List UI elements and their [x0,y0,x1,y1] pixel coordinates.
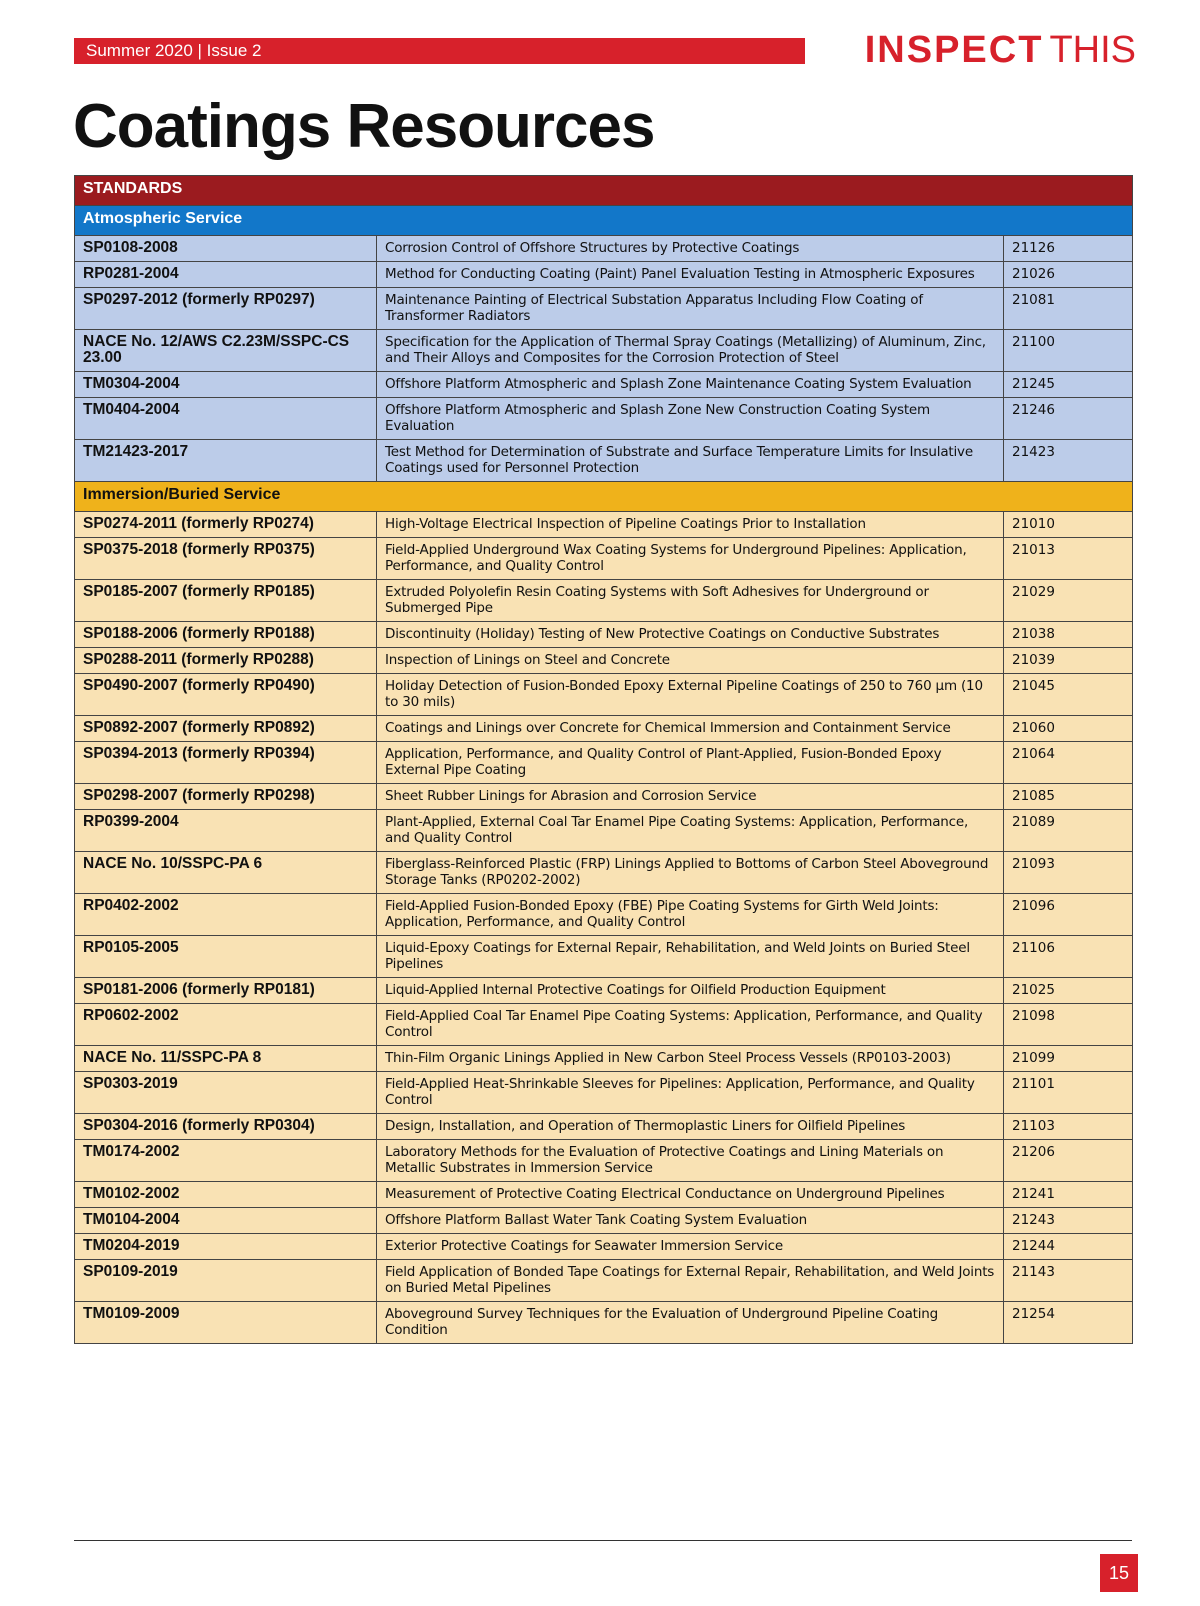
standard-title: Offshore Platform Ballast Water Tank Coating System Evaluation [377,1208,1004,1234]
standard-title: Laboratory Methods for the Evaluation of Protective Coatings and Lining Materials on Metallic Substrates in Immersion Service [377,1140,1004,1182]
atmospheric-section-row [75,206,1133,236]
table-row [75,398,1133,440]
standard-code: TM21423-2017 [75,440,377,482]
page-number: 15 [1100,1554,1138,1592]
standard-title: Discontinuity (Holiday) Testing of New Protective Coatings on Conductive Substrates [377,622,1004,648]
table-row [75,648,1133,674]
table-row [75,894,1133,936]
table-row [75,262,1133,288]
product-number: 21143 [1004,1260,1133,1302]
standard-title: Maintenance Painting of Electrical Substation Apparatus Including Flow Coating of Transformer Radiators [377,288,1004,330]
standard-code: SP0297-2012 (formerly RP0297) [75,288,377,330]
table-row [75,1140,1133,1182]
table-row [75,1072,1133,1114]
table-row [75,512,1133,538]
standard-title: Fiberglass-Reinforced Plastic (FRP) Linings Applied to Bottoms of Carbon Steel Aboveground Storage Tanks (RP0202-2002) [377,852,1004,894]
product-number: 21013 [1004,538,1133,580]
table-row [75,236,1133,262]
table-row [75,1302,1133,1344]
product-number: 21126 [1004,236,1133,262]
table-row [75,1046,1133,1072]
standard-code: TM0304-2004 [75,372,377,398]
standard-code: SP0188-2006 (formerly RP0188) [75,622,377,648]
table-row [75,742,1133,784]
product-number: 21206 [1004,1140,1133,1182]
standard-code: SP0181-2006 (formerly RP0181) [75,978,377,1004]
issue-banner [74,38,805,64]
standard-title: Thin-Film Organic Linings Applied in New Carbon Steel Process Vessels (RP0103-2003) [377,1046,1004,1072]
standard-code: SP0490-2007 (formerly RP0490) [75,674,377,716]
product-number: 21026 [1004,262,1133,288]
brand-logo [865,30,1136,70]
immersion-section-header: Immersion/Buried Service [75,482,1133,512]
product-number: 21093 [1004,852,1133,894]
standard-title: Application, Performance, and Quality Control of Plant-Applied, Fusion-Bonded Epoxy External Pipe Coating [377,742,1004,784]
standards-table-body [75,176,1133,1344]
standard-code: RP0399-2004 [75,810,377,852]
table-row [75,852,1133,894]
product-number: 21103 [1004,1114,1133,1140]
standard-code: NACE No. 10/SSPC-PA 6 [75,852,377,894]
standard-title: Sheet Rubber Linings for Abrasion and Corrosion Service [377,784,1004,810]
standard-code: TM0109-2009 [75,1302,377,1344]
table-row [75,784,1133,810]
table-row [75,330,1133,372]
standard-title: Aboveground Survey Techniques for the Evaluation of Underground Pipeline Coating Condition [377,1302,1004,1344]
product-number: 21060 [1004,716,1133,742]
table-row [75,1260,1133,1302]
brand-inspect: INSPECT [864,29,1044,71]
table-row [75,1004,1133,1046]
product-number: 21246 [1004,398,1133,440]
product-number: 21241 [1004,1182,1133,1208]
atmospheric-section-header: Atmospheric Service [75,206,1133,236]
product-number: 21038 [1004,622,1133,648]
product-number: 21064 [1004,742,1133,784]
standard-code: RP0402-2002 [75,894,377,936]
table-row [75,1114,1133,1140]
product-number: 21029 [1004,580,1133,622]
table-row [75,1182,1133,1208]
standard-code: NACE No. 11/SSPC-PA 8 [75,1046,377,1072]
standard-code: TM0204-2019 [75,1234,377,1260]
standard-title: Offshore Platform Atmospheric and Splash Zone Maintenance Coating System Evaluation [377,372,1004,398]
standard-title: Liquid-Epoxy Coatings for External Repair, Rehabilitation, and Weld Joints on Buried Steel Pipelines [377,936,1004,978]
standard-title: Design, Installation, and Operation of Thermoplastic Liners for Oilfield Pipelines [377,1114,1004,1140]
standard-title: Field-Applied Heat-Shrinkable Sleeves for Pipelines: Application, Performance, and Quality Control [377,1072,1004,1114]
standard-code: SP0109-2019 [75,1260,377,1302]
standard-title: Field-Applied Underground Wax Coating Systems for Underground Pipelines: Application, Performance, and Quality Control [377,538,1004,580]
issue-label: Summer 2020 | Issue 2 [86,41,262,60]
product-number: 21423 [1004,440,1133,482]
standard-code: SP0304-2016 (formerly RP0304) [75,1114,377,1140]
footer-divider [74,1540,1132,1541]
product-number: 21039 [1004,648,1133,674]
standard-code: TM0102-2002 [75,1182,377,1208]
standard-title: Corrosion Control of Offshore Structures by Protective Coatings [377,236,1004,262]
product-number: 21025 [1004,978,1133,1004]
product-number: 21098 [1004,1004,1133,1046]
standards-header-row [75,176,1133,206]
table-row [75,978,1133,1004]
product-number: 21045 [1004,674,1133,716]
standard-code: SP0375-2018 (formerly RP0375) [75,538,377,580]
standard-title: Coatings and Linings over Concrete for Chemical Immersion and Containment Service [377,716,1004,742]
product-number: 21100 [1004,330,1133,372]
product-number: 21244 [1004,1234,1133,1260]
product-number: 21245 [1004,372,1133,398]
standard-code: RP0281-2004 [75,262,377,288]
table-row [75,538,1133,580]
standard-title: Measurement of Protective Coating Electrical Conductance on Underground Pipelines [377,1182,1004,1208]
standard-code: RP0105-2005 [75,936,377,978]
product-number: 21010 [1004,512,1133,538]
product-number: 21081 [1004,288,1133,330]
brand-this: THIS [1049,29,1136,71]
standard-title: Field-Applied Fusion-Bonded Epoxy (FBE) Pipe Coating Systems for Girth Weld Joints: Application, Performance, and Quality Control [377,894,1004,936]
standard-title: Test Method for Determination of Substrate and Surface Temperature Limits for Insulative Coatings used for Personnel Protection [377,440,1004,482]
standard-code: NACE No. 12/AWS C2.23M/SSPC-CS 23.00 [75,330,377,372]
standard-title: High-Voltage Electrical Inspection of Pipeline Coatings Prior to Installation [377,512,1004,538]
table-row [75,372,1133,398]
product-number: 21254 [1004,1302,1133,1344]
standard-code: SP0303-2019 [75,1072,377,1114]
table-row [75,810,1133,852]
standard-title: Field-Applied Coal Tar Enamel Pipe Coating Systems: Application, Performance, and Quality Control [377,1004,1004,1046]
standard-code: SP0274-2011 (formerly RP0274) [75,512,377,538]
standard-title: Specification for the Application of Thermal Spray Coatings (Metallizing) of Aluminum, Zinc, and Their Alloys and Composites for the Corrosion Protection of Steel [377,330,1004,372]
table-row [75,580,1133,622]
product-number: 21089 [1004,810,1133,852]
standard-title: Plant-Applied, External Coal Tar Enamel Pipe Coating Systems: Application, Performance, and Quality Control [377,810,1004,852]
table-row [75,674,1133,716]
product-number: 21101 [1004,1072,1133,1114]
product-number: 21096 [1004,894,1133,936]
table-row [75,716,1133,742]
standard-code: SP0394-2013 (formerly RP0394) [75,742,377,784]
table-row [75,936,1133,978]
standard-code: RP0602-2002 [75,1004,377,1046]
page-title: Coatings Resources [73,92,655,161]
standard-code: SP0288-2011 (formerly RP0288) [75,648,377,674]
standard-code: SP0298-2007 (formerly RP0298) [75,784,377,810]
standard-title: Holiday Detection of Fusion-Bonded Epoxy External Pipeline Coatings of 250 to 760 µm (10 to 30 mils) [377,674,1004,716]
product-number: 21099 [1004,1046,1133,1072]
standards-header: STANDARDS [75,176,1133,206]
standards-table [74,175,1133,1344]
table-row [75,1234,1133,1260]
standard-code: TM0104-2004 [75,1208,377,1234]
product-number: 21106 [1004,936,1133,978]
table-row [75,440,1133,482]
standard-code: SP0892-2007 (formerly RP0892) [75,716,377,742]
standard-title: Exterior Protective Coatings for Seawater Immersion Service [377,1234,1004,1260]
table-row [75,1208,1133,1234]
standard-title: Inspection of Linings on Steel and Concrete [377,648,1004,674]
standard-code: TM0174-2002 [75,1140,377,1182]
standard-title: Method for Conducting Coating (Paint) Panel Evaluation Testing in Atmospheric Exposures [377,262,1004,288]
standard-code: SP0185-2007 (formerly RP0185) [75,580,377,622]
standard-title: Offshore Platform Atmospheric and Splash Zone New Construction Coating System Evaluation [377,398,1004,440]
standard-title: Field Application of Bonded Tape Coatings for External Repair, Rehabilitation, and Weld Joints on Buried Metal Pipelines [377,1260,1004,1302]
product-number: 21243 [1004,1208,1133,1234]
standard-code: TM0404-2004 [75,398,377,440]
table-row [75,622,1133,648]
standard-title: Liquid-Applied Internal Protective Coatings for Oilfield Production Equipment [377,978,1004,1004]
product-number: 21085 [1004,784,1133,810]
table-row [75,288,1133,330]
standard-title: Extruded Polyolefin Resin Coating Systems with Soft Adhesives for Underground or Submerged Pipe [377,580,1004,622]
standard-code: SP0108-2008 [75,236,377,262]
immersion-section-row [75,482,1133,512]
